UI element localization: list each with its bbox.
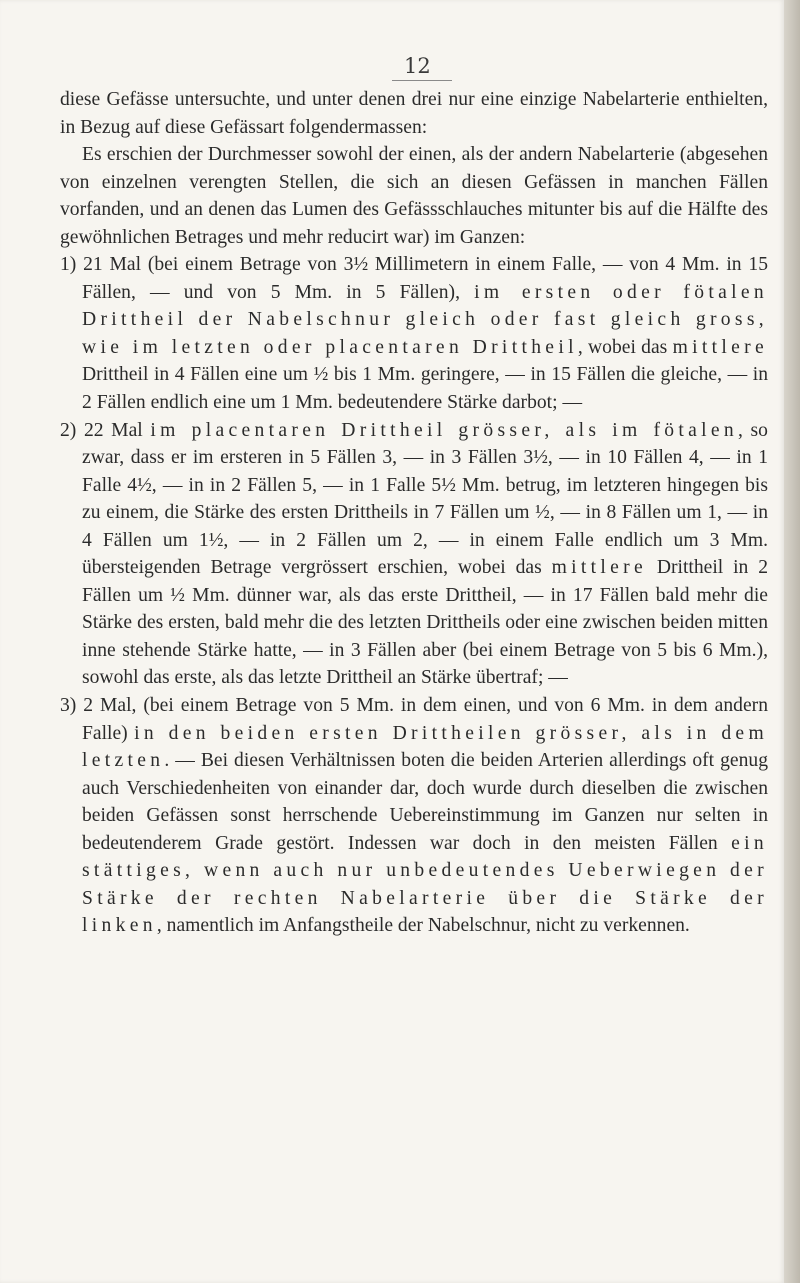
list-item-1 xyxy=(60,251,768,416)
item-2-text: 2) 22 Mal xyxy=(60,419,151,441)
item-2-emphasis: im placentaren Drittheil grösser, als im fötalen xyxy=(150,419,739,441)
item-2-text-3: Drittheil in 2 Fällen um ½ Mm. dünner war, als das erste Drittheil, — in 17 Fällen bald mehr die Stärke des ersten, bald mehr die des letzten Drittheils oder eine zwischen beiden mitten inne stehende Stärke hatte, — in 3 Fällen aber (bei einem Betrage von 5 bis 6 Mm.), sowohl das erste, als das letzte Drittheil an Stärke übertraf; — xyxy=(82,557,768,689)
page-edge xyxy=(784,0,800,1283)
page-number: 12 xyxy=(404,54,431,78)
item-3-emphasis-2: ein stättiges, wenn auch nur unbedeutendes Ueberwiegen der Stärke der rechten Nabelarterie über die Stärke der linken xyxy=(82,832,768,937)
item-1-emphasis-2: mittlere xyxy=(672,336,768,358)
page-number-rule xyxy=(392,80,452,81)
item-2-text-2: , so zwar, dass er im ersteren in 5 Fällen 3, — in 3 Fällen 3½, — in 10 Fällen 4, — in 1 Falle 4½, — in in 2 Fällen 5, — in 1 Falle 5½ Mm. betrug, im letzteren hingegen bis zu einem, die Stärke des ersten Drittheils in 7 Fällen um ½, — in 8 Fällen um 1, — in 4 Fällen um 1½, — in 2 Fällen um 2, — in einem Falle endlich um 3 Mm. übersteigenden Betrage vergrössert erschien, wobei das xyxy=(82,419,768,579)
item-1-text-3: Drittheil in 4 Fällen eine um ½ bis 1 Mm. geringere, — in 15 Fällen die gleiche, — in 2 Fällen endlich eine um 1 Mm. bedeutendere Stärke darbot; — xyxy=(82,364,768,414)
item-3-text-2: . — Bei diesen Verhältnissen boten die beiden Arterien allerdings oft genug auch Verschiedenheiten von einander dar, doch wurde durch dieselben die zwischen beiden Gefässen sonst herrschende Uebereinstimmung im Ganzen nur selten in bedeutenderem Grade gestört. Indessen war doch in den meisten Fällen xyxy=(82,750,768,854)
item-1-emphasis: im ersten oder fötalen Drittheil der Nabelschnur gleich oder fast gleich gross, wie im letzten oder placentaren Drittheil xyxy=(82,281,768,358)
item-3-text: 3) 2 Mal, (bei einem Betrage von 5 Mm. in dem einen, und von 6 Mm. in dem andern Falle) xyxy=(60,695,768,744)
paragraph-intro: diese Gefässe untersuchte, und unter denen drei nur eine einzige Nabelarterie enthielten, in Bezug auf diese Gefässart folgendermassen: xyxy=(60,89,768,138)
item-3-text-3: , namentlich im Anfangstheile der Nabelschnur, nicht zu verkennen. xyxy=(156,915,690,937)
list-item-3 xyxy=(60,692,768,940)
item-3-emphasis: in den beiden ersten Drittheilen grösser, als in dem letzten xyxy=(82,722,768,772)
list-item-2 xyxy=(60,417,768,692)
item-2-emphasis-2: mittlere xyxy=(551,557,647,579)
item-1-text-2: , wobei das xyxy=(577,336,673,358)
item-1-text: 1) 21 Mal (bei einem Betrage von 3½ Millimetern in einem Falle, — von 4 Mm. in 15 Fällen, — und von 5 Mm. in 5 Fällen), xyxy=(60,254,768,303)
paragraph-diameter: Es erschien der Durchmesser sowohl der einen, als der andern Nabelarterie (abgesehen von einzelnen verengten Stellen, die sich an diesen Gefässen in manchen Fällen vorfanden, und an denen das Lumen des Gefässschlauches mitunter bis auf die Hälfte des gewöhnlichen Betrages und mehr reducirt war) im Ganzen: xyxy=(60,144,768,248)
body-text xyxy=(60,86,768,940)
